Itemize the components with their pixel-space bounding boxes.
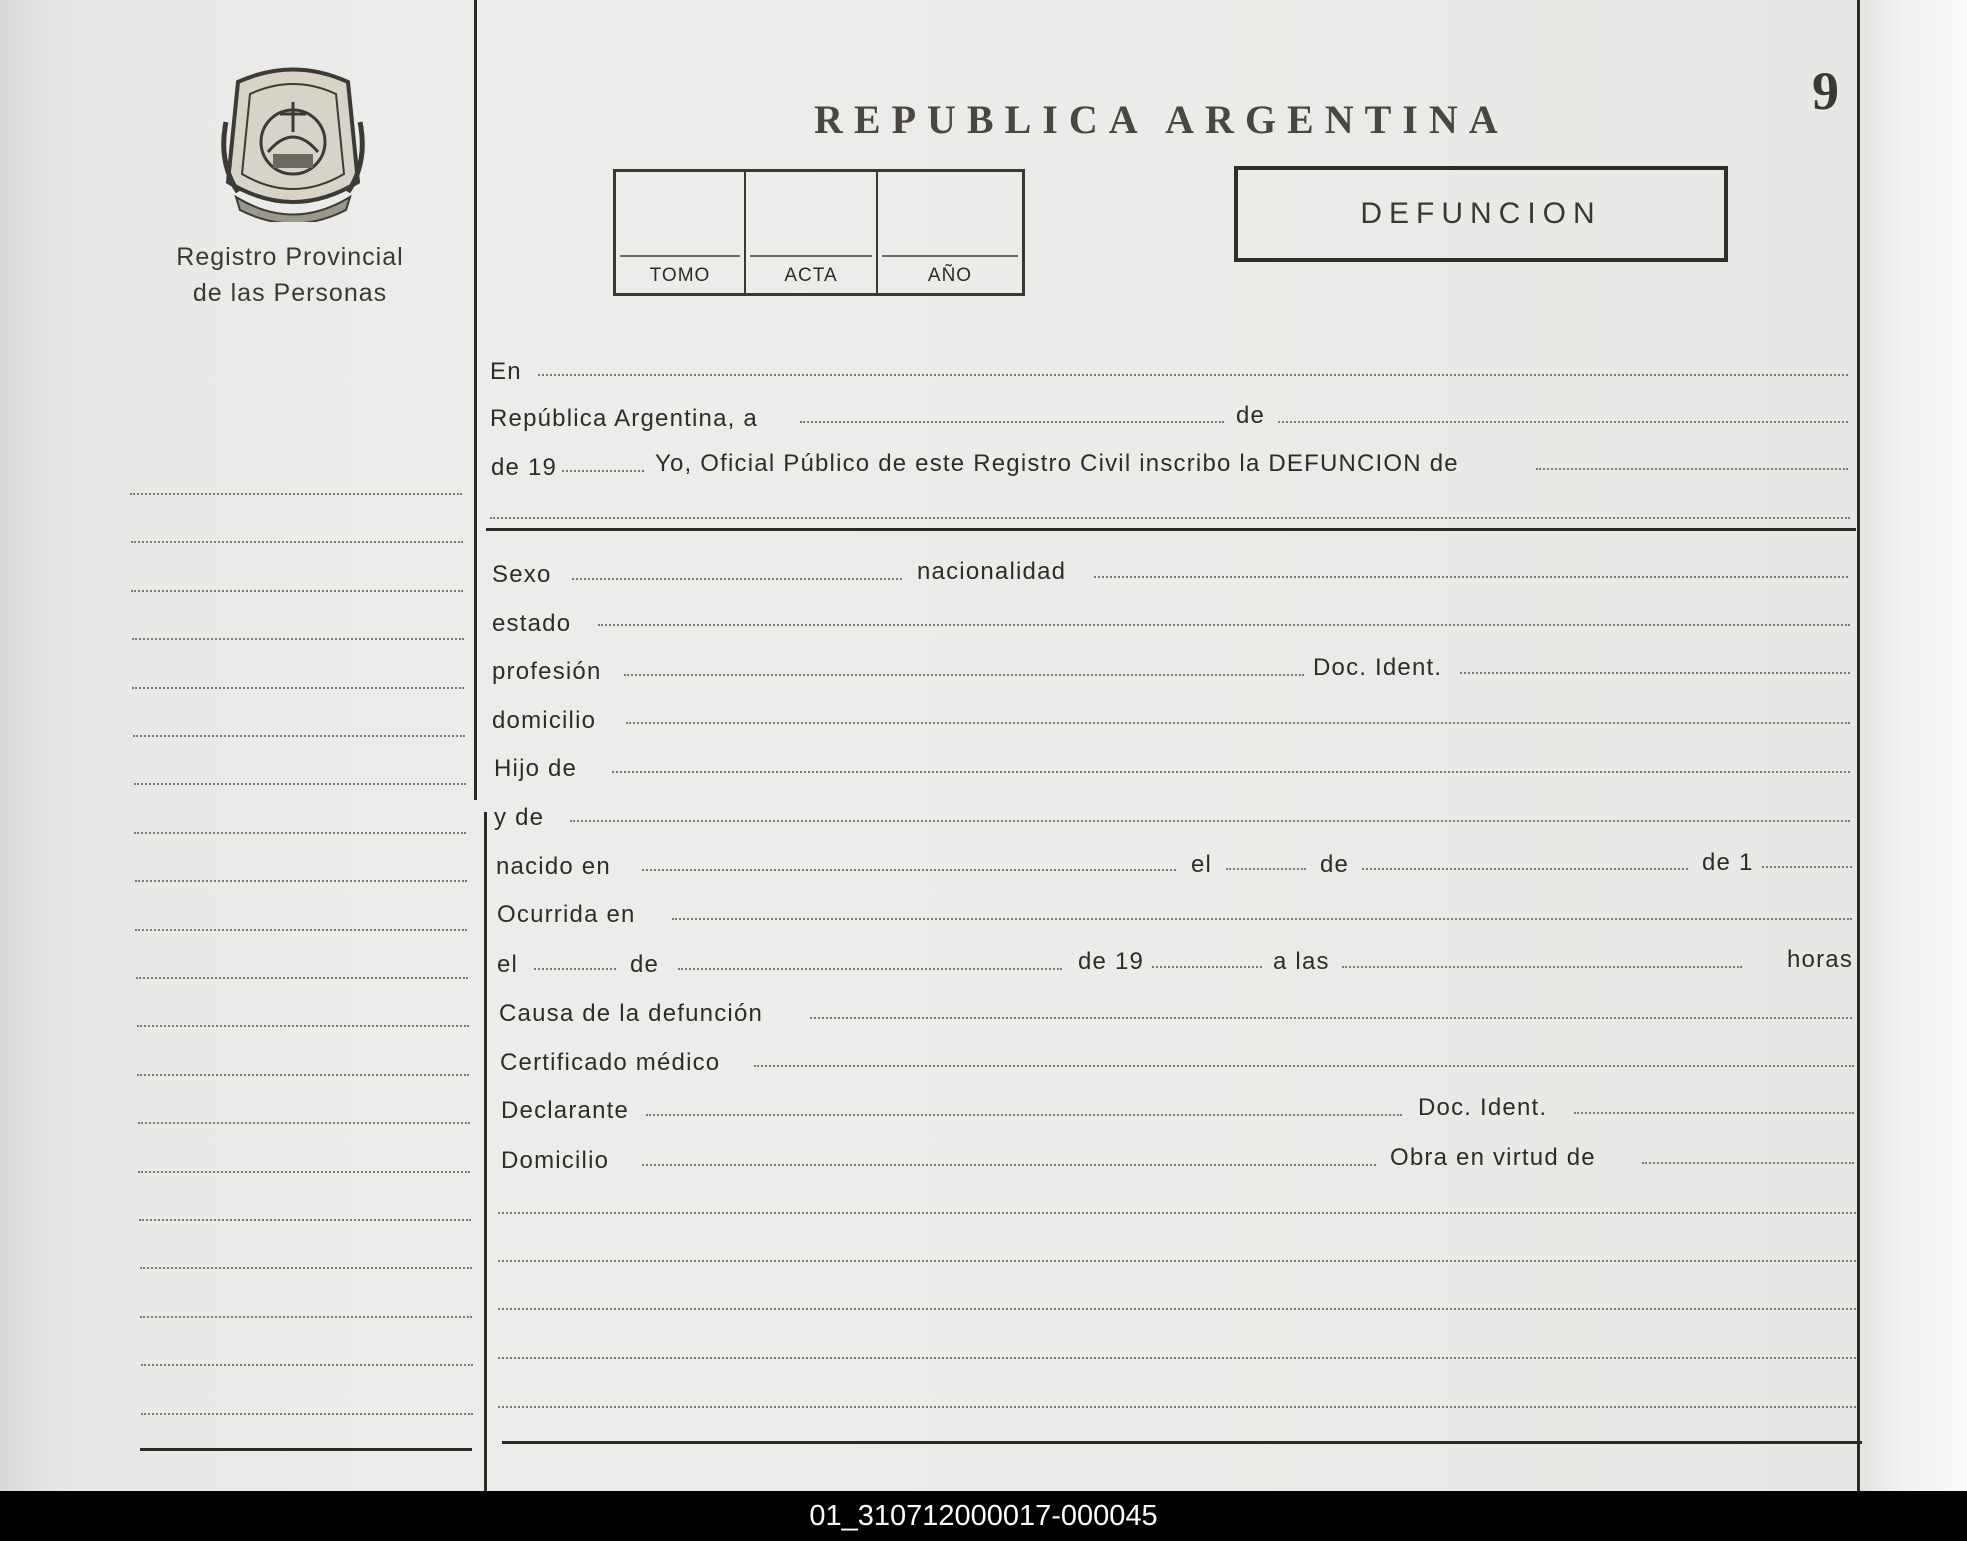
anio-label: AÑO bbox=[927, 265, 973, 286]
acta-cell bbox=[746, 172, 878, 293]
notes-line[interactable] bbox=[498, 1260, 1856, 1262]
field-father[interactable] bbox=[612, 771, 1850, 773]
label-de-19-death: de 19 bbox=[1078, 948, 1145, 975]
margin-note-line[interactable] bbox=[138, 1122, 470, 1124]
field-year[interactable] bbox=[562, 470, 644, 472]
margin-note-line[interactable] bbox=[132, 687, 464, 689]
field-mother[interactable] bbox=[570, 820, 1850, 822]
margin-note-line[interactable] bbox=[136, 977, 468, 979]
margin-note-line[interactable] bbox=[133, 735, 465, 737]
margin-note-line[interactable] bbox=[132, 638, 464, 640]
label-de-19: de 19 bbox=[491, 454, 558, 481]
field-month[interactable] bbox=[1278, 421, 1848, 423]
label-domicilio: domicilio bbox=[492, 707, 597, 734]
label-sexo: Sexo bbox=[492, 561, 552, 588]
field-death-day[interactable] bbox=[534, 968, 616, 970]
label-nacido-en: nacido en bbox=[496, 853, 611, 880]
label-estado: estado bbox=[492, 610, 572, 637]
field-death-month[interactable] bbox=[678, 968, 1062, 970]
label-doc-ident: Doc. Ident. bbox=[1313, 654, 1443, 681]
right-border bbox=[1857, 0, 1860, 1491]
field-certificado[interactable] bbox=[754, 1065, 1854, 1067]
label-de-birth-month: de bbox=[1320, 851, 1350, 878]
field-death-place[interactable] bbox=[672, 918, 1852, 920]
label-a-las: a las bbox=[1273, 948, 1330, 975]
label-domicilio-declarante: Domicilio bbox=[501, 1147, 610, 1174]
margin-note-line[interactable] bbox=[134, 783, 466, 785]
margin-note-line[interactable] bbox=[141, 1364, 473, 1366]
field-death-hour[interactable] bbox=[1342, 966, 1742, 968]
record-reference-box bbox=[613, 169, 1025, 296]
field-birthplace[interactable] bbox=[642, 869, 1176, 871]
field-deceased-name[interactable] bbox=[1536, 468, 1848, 470]
field-birth-day[interactable] bbox=[1226, 868, 1306, 870]
field-en[interactable] bbox=[538, 374, 1848, 376]
label-declarante: Declarante bbox=[501, 1097, 630, 1124]
page-title: REPUBLICA ARGENTINA bbox=[814, 97, 1509, 142]
margin-note-line[interactable] bbox=[131, 590, 463, 592]
left-column-divider bbox=[474, 0, 477, 800]
field-deceased-name-2[interactable] bbox=[490, 517, 1850, 519]
label-certificado: Certificado médico bbox=[500, 1049, 721, 1076]
field-birth-year[interactable] bbox=[1762, 866, 1852, 868]
label-nacionalidad: nacionalidad bbox=[917, 558, 1067, 585]
field-doc-ident-declarante[interactable] bbox=[1574, 1112, 1854, 1114]
margin-note-line[interactable] bbox=[141, 1413, 473, 1415]
field-estado[interactable] bbox=[598, 624, 1850, 626]
label-hijo-de: Hijo de bbox=[494, 755, 578, 782]
label-horas: horas bbox=[1787, 946, 1854, 973]
label-de-1: de 1 bbox=[1702, 849, 1754, 876]
field-causa[interactable] bbox=[810, 1017, 1852, 1019]
label-en: En bbox=[490, 358, 522, 385]
field-day[interactable] bbox=[800, 421, 1224, 423]
margin-note-line[interactable] bbox=[140, 1316, 472, 1318]
field-sexo[interactable] bbox=[572, 578, 902, 580]
margin-note-line[interactable] bbox=[131, 541, 463, 543]
left-column-divider-lower bbox=[484, 812, 487, 1491]
field-domicilio[interactable] bbox=[626, 722, 1850, 724]
field-death-year[interactable] bbox=[1152, 966, 1262, 968]
notes-line[interactable] bbox=[498, 1308, 1856, 1310]
label-el-birth: el bbox=[1191, 851, 1213, 878]
notes-line[interactable] bbox=[498, 1406, 1856, 1408]
record-type-box: DEFUNCION bbox=[1234, 166, 1728, 262]
anio-cell bbox=[878, 172, 1022, 293]
label-profesion: profesión bbox=[492, 658, 602, 685]
notes-line[interactable] bbox=[498, 1357, 1856, 1359]
field-birth-month[interactable] bbox=[1362, 868, 1688, 870]
label-obra: Obra en virtud de bbox=[1390, 1144, 1596, 1171]
page-number: 9 bbox=[1812, 61, 1839, 121]
label-republica: República Argentina, a bbox=[490, 405, 758, 432]
page-edge-shadow bbox=[1862, 0, 1967, 1491]
label-doc-ident-declarante: Doc. Ident. bbox=[1418, 1094, 1548, 1121]
label-de-month: de bbox=[1236, 402, 1266, 429]
margin-note-line[interactable] bbox=[137, 1074, 469, 1076]
bottom-rule-left bbox=[140, 1448, 472, 1451]
bottom-rule-right bbox=[502, 1441, 1862, 1444]
notes-line[interactable] bbox=[498, 1212, 1856, 1214]
registry-name-line1: Registro Provincial bbox=[176, 243, 404, 271]
field-nacionalidad[interactable] bbox=[1094, 576, 1848, 578]
margin-note-line[interactable] bbox=[138, 1171, 470, 1173]
registry-name-line2: de las Personas bbox=[192, 279, 388, 307]
provincial-seal-icon bbox=[218, 62, 368, 222]
tomo-label: TOMO bbox=[649, 265, 711, 286]
field-declarante[interactable] bbox=[646, 1114, 1402, 1116]
margin-note-line[interactable] bbox=[135, 929, 467, 931]
acta-label: ACTA bbox=[784, 265, 838, 286]
image-id-caption: 01_310712000017-000045 bbox=[0, 1491, 1967, 1541]
margin-note-line[interactable] bbox=[137, 1025, 469, 1027]
label-el-death: el bbox=[497, 951, 519, 978]
margin-note-line[interactable] bbox=[134, 832, 466, 834]
label-yo-oficial: Yo, Oficial Público de este Registro Civil inscribo la DEFUNCION de bbox=[655, 450, 1459, 477]
margin-note-line[interactable] bbox=[140, 1267, 472, 1269]
section-divider bbox=[486, 528, 1856, 531]
field-obra[interactable] bbox=[1642, 1162, 1854, 1164]
label-y-de: y de bbox=[494, 804, 545, 831]
field-domicilio-declarante[interactable] bbox=[642, 1164, 1376, 1166]
label-ocurrida-en: Ocurrida en bbox=[497, 901, 636, 928]
label-causa: Causa de la defunción bbox=[499, 1000, 764, 1027]
field-doc-ident[interactable] bbox=[1460, 672, 1850, 674]
margin-note-line[interactable] bbox=[135, 880, 467, 882]
label-de-death-month: de bbox=[630, 951, 660, 978]
margin-note-line[interactable] bbox=[130, 493, 462, 495]
margin-note-line[interactable] bbox=[139, 1219, 471, 1221]
tomo-cell bbox=[616, 172, 746, 293]
field-profesion[interactable] bbox=[624, 674, 1304, 676]
